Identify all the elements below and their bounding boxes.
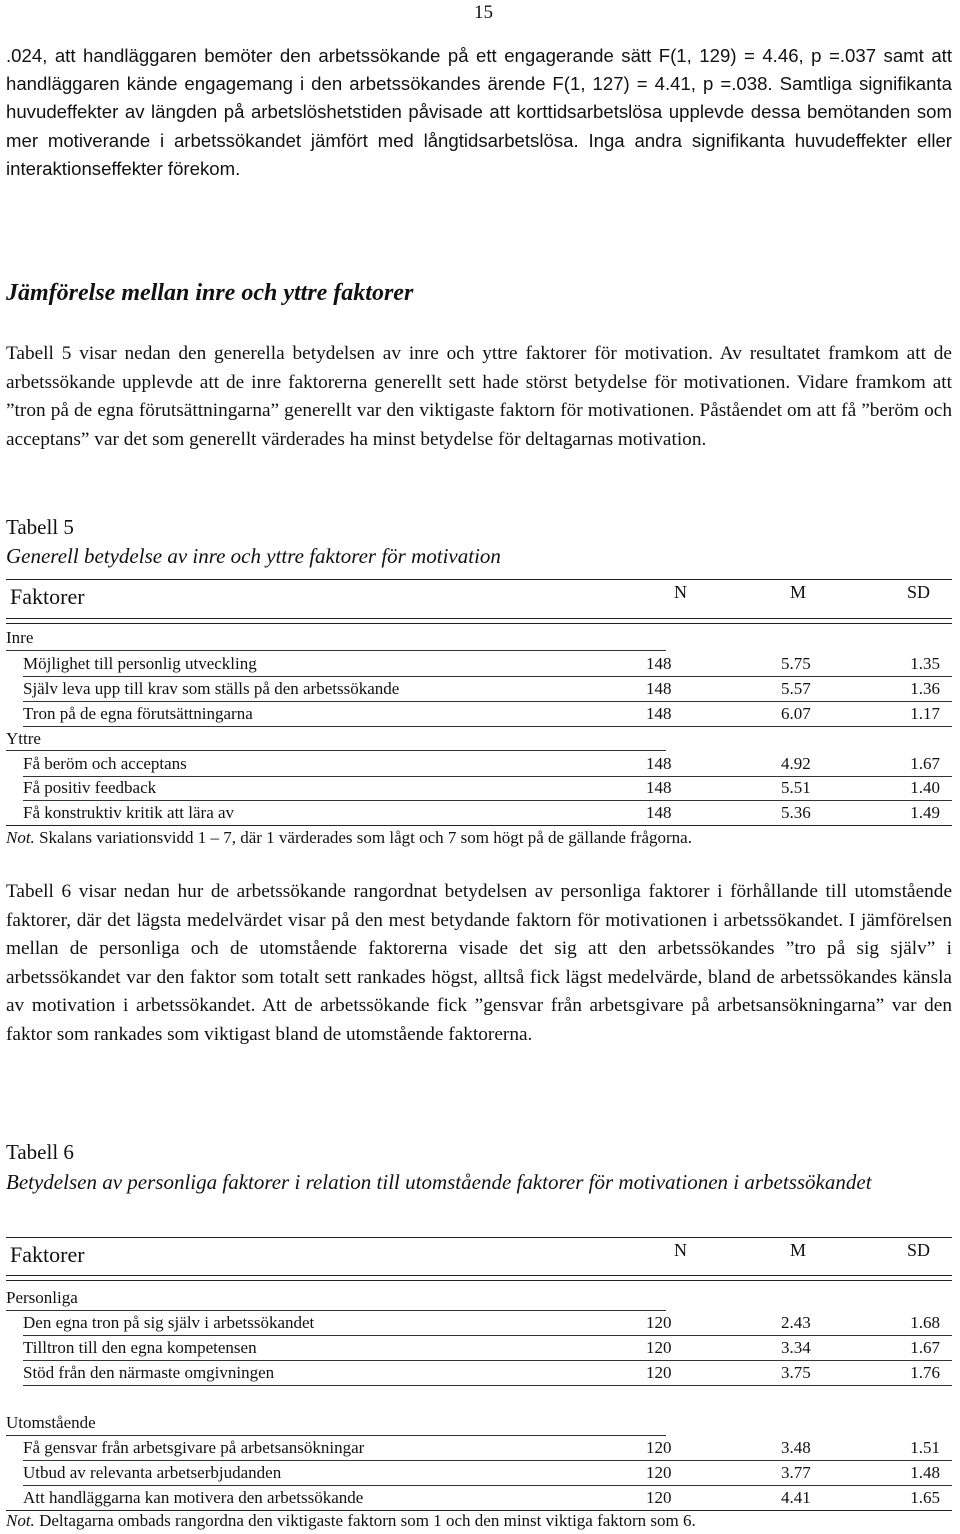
table-row: Få konstruktiv kritik att lära av 148 5.36 1.49 (23, 803, 940, 822)
table-row: Tron på de egna förutsättningarna 148 6.07 1.17 (23, 704, 940, 723)
table6-col-factor: Faktorer (10, 1242, 85, 1267)
table5-col-factor: Faktorer (10, 584, 85, 609)
table6-header-rule-2 (6, 1280, 952, 1281)
tabell5-paragraph: Tabell 5 visar nedan den generella betydelsen av inre och yttre faktorer för motivation. Av resultatet framkom att de arbetssökande upplevde att de inre faktorerna generellt sett hade störst betydelse för motivationen. Vidare framkom att ”tron på de egna förutsättningarna” generellt var den viktigaste faktorn för motivationen. Påståendet om att få ”beröm och acceptans” var det som generellt värderades ha minst betydelse för deltagarnas motivation. (6, 343, 952, 450)
section-heading: Jämförelse mellan inre och yttre faktorer (6, 280, 414, 306)
table5-col-m: M (790, 582, 807, 602)
tabell6-paragraph: Tabell 6 visar nedan hur de arbetssökande rangordnat betydelsen av personliga faktorer i förhållande till utomstående faktorer, där det lägsta medelvärdet visar på den mest betydande faktorn för motivationen i arbetssökandet. I jämförelsen mellan de personliga och de utomstående faktorerna visade det sig att den arbetssökandes ”tro på sig själv” i arbetssökandet var den faktor som totalt sett rankades högst, alltså fick lägst medelvärde, bland de arbetssökandes känsla av motivation i arbetssökandet. Att de arbetssökande fick ”gensvar från arbetsgivare på arbetsansökningarna” var den faktor som rankades som viktigast bland de utomstående faktorerna. (6, 881, 952, 1045)
table-row: Utbud av relevanta arbetserbjudanden 120 3.77 1.48 (23, 1463, 940, 1482)
table5-label: Tabell 5 (6, 515, 74, 539)
table-row: Att handläggarna kan motivera den arbetssökande 120 4.41 1.65 (23, 1488, 940, 1507)
table5-top-rule (6, 579, 952, 580)
table5-header-rule-2 (6, 623, 952, 624)
table5-col-n: N (674, 582, 687, 602)
table5-header-rule (6, 618, 952, 619)
table-row: Tilltron till den egna kompetensen 120 3.34 1.67 (23, 1338, 940, 1357)
table5-title: Generell betydelse av inre och yttre faktorer för motivation (6, 544, 501, 568)
table5-bottom-rule (6, 825, 952, 826)
table-row: Stöd från den närmaste omgivningen 120 3.75 1.76 (23, 1363, 940, 1382)
table5-col-sd: SD (907, 582, 931, 602)
table6-header-rule (6, 1275, 952, 1276)
table6-header (6, 1240, 952, 1270)
table-row: Få gensvar från arbetsgivare på arbetsansökningar 120 3.48 1.51 (23, 1438, 940, 1457)
table6-top-rule (6, 1237, 952, 1238)
table5-group-inre: Inre (6, 628, 34, 647)
table6-col-sd: SD (907, 1240, 931, 1260)
table6-title: Betydelsen av personliga faktorer i relation till utomstående faktorer för motivationen i arbetssökandet (6, 1170, 872, 1194)
table6-group-utomstaende: Utomstående (6, 1413, 96, 1432)
table6-label: Tabell 6 (6, 1140, 74, 1164)
table6-group-personliga: Personliga (6, 1288, 78, 1307)
table6-col-m: M (790, 1240, 807, 1260)
table5-header (6, 582, 952, 612)
table-row: Få positiv feedback 148 5.51 1.40 (23, 778, 940, 797)
intro-paragraph: .024, att handläggaren bemöter den arbetssökande på ett engagerande sätt F(1, 129) = 4.46, p =.037 samt att handläggaren kände engagemang i den arbetssökandes ärende F(1, 127) = 4.41, p =.038. Samtliga signifikanta huvudeffekter av längden på arbetslöshetstiden påvisade att korttidsarbetslösa upplevde dessa bemötanden som mer motiverande i arbetssökandet jämfört med långtidsarbetslösa. Inga andra signifikanta huvudeffekter eller interaktionseffekter förekom. (6, 45, 952, 179)
table-row: Få beröm och acceptans 148 4.92 1.67 (23, 754, 940, 773)
page-number: 15 (474, 2, 493, 23)
table6-note: Not. Deltagarna ombads rangordna den viktigaste faktorn som 1 och den minst viktiga faktorn som 6. (6, 1511, 696, 1530)
table-row: Den egna tron på sig själv i arbetssökandet 120 2.43 1.68 (23, 1313, 940, 1332)
table-row: Möjlighet till personlig utveckling 148 5.75 1.35 (23, 654, 940, 673)
table6-col-n: N (674, 1240, 687, 1260)
table5-group-yttre: Yttre (6, 729, 41, 748)
table5-note: Not. Skalans variationsvidd 1 – 7, där 1 värderades som lågt och 7 som högt på de gällande frågorna. (6, 828, 692, 847)
table-row: Själv leva upp till krav som ställs på den arbetssökande 148 5.57 1.36 (23, 679, 940, 698)
